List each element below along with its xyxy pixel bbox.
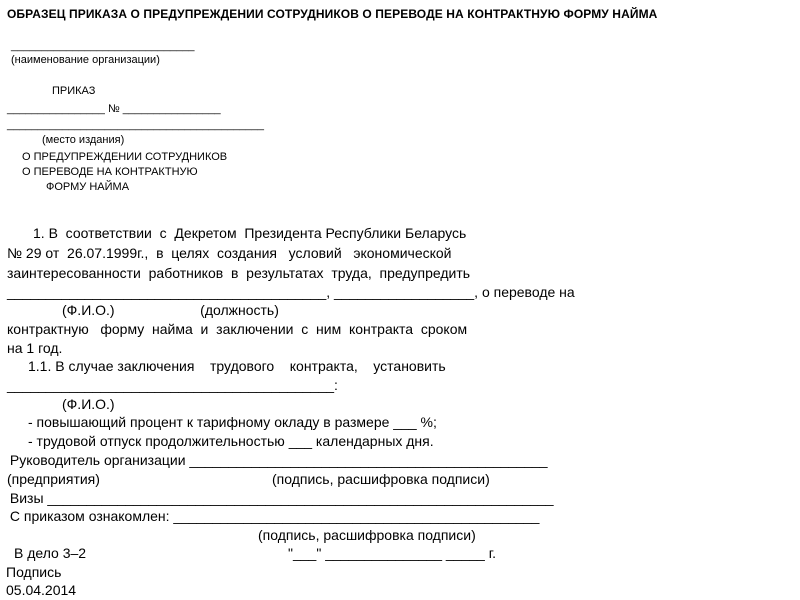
signature-word: Подпись <box>6 564 62 580</box>
head-caption-left: (предприятия) <box>7 471 100 487</box>
paragraph-1-line-6: на 1 год. <box>7 340 63 356</box>
document-title: ОБРАЗЕЦ ПРИКАЗА О ПРЕДУПРЕЖДЕНИИ СОТРУДНИКОВ О ПЕРЕВОДЕ НА КОНТРАКТНУЮ ФОРМУ НАЙМА <box>7 7 658 21</box>
date-number-line: ________________ № ________________ <box>7 103 221 115</box>
document-date: 05.04.2014 <box>6 582 77 598</box>
subject-line-3: ФОРМУ НАЙМА <box>46 181 130 193</box>
place-line: __________________________________________ <box>7 119 264 131</box>
organization-caption: (наименование организации) <box>11 54 160 66</box>
organization-line: ______________________________ <box>11 40 195 52</box>
paragraph-2-line-2: __________________________________________: <box>7 377 338 393</box>
acquainted-line: С приказом ознакомлен: _______________________________________________ <box>6 508 540 524</box>
paragraph-1-line-1: 1. В соответствии с Декретом Президента Республики Беларусь <box>33 225 467 241</box>
order-heading: ПРИКАЗ <box>52 85 96 97</box>
head-signature-line: Руководитель организации ______________________________________________ <box>6 452 548 468</box>
acquainted-caption: (подпись, расшифровка подписи) <box>258 527 476 543</box>
place-caption: (место издания) <box>42 134 125 146</box>
date-blank-line: "___" _______________ _____ г. <box>288 545 496 561</box>
bullet-bonus-percent: - повышающий процент к тарифному окладу в размере ___ %; <box>28 414 437 430</box>
paragraph-2-caption: (Ф.И.О.) <box>62 396 115 412</box>
bullet-leave-duration: - трудовой отпуск продолжительностью ___ календарных дня. <box>28 433 434 449</box>
paragraph-2-line-1: 1.1. В случае заключения трудового контракта, установить <box>28 358 446 374</box>
head-caption-right: (подпись, расшифровка подписи) <box>272 471 490 487</box>
subject-line-1: О ПРЕДУПРЕЖДЕНИИ СОТРУДНИКОВ <box>22 151 228 163</box>
visas-line: Визы _________________________________________________________________ <box>6 490 554 506</box>
paragraph-1-line-4: _________________________________________, __________________, о переводе на <box>7 284 575 300</box>
file-reference: В дело 3–2 <box>14 545 87 561</box>
paragraph-1-line-2: № 29 от 26.07.1999г., в целях создания условий экономической <box>7 245 452 261</box>
paragraph-1-line-5: контрактную форму найма и заключении с ним контракта сроком <box>7 321 468 337</box>
paragraph-1-line-3: заинтересованности работников в результатах труда, предупредить <box>7 265 471 281</box>
subject-line-2: О ПЕРЕВОДЕ НА КОНТРАКТНУЮ <box>22 166 198 178</box>
paragraph-1-captions: (Ф.И.О.) (должность) <box>62 302 279 318</box>
